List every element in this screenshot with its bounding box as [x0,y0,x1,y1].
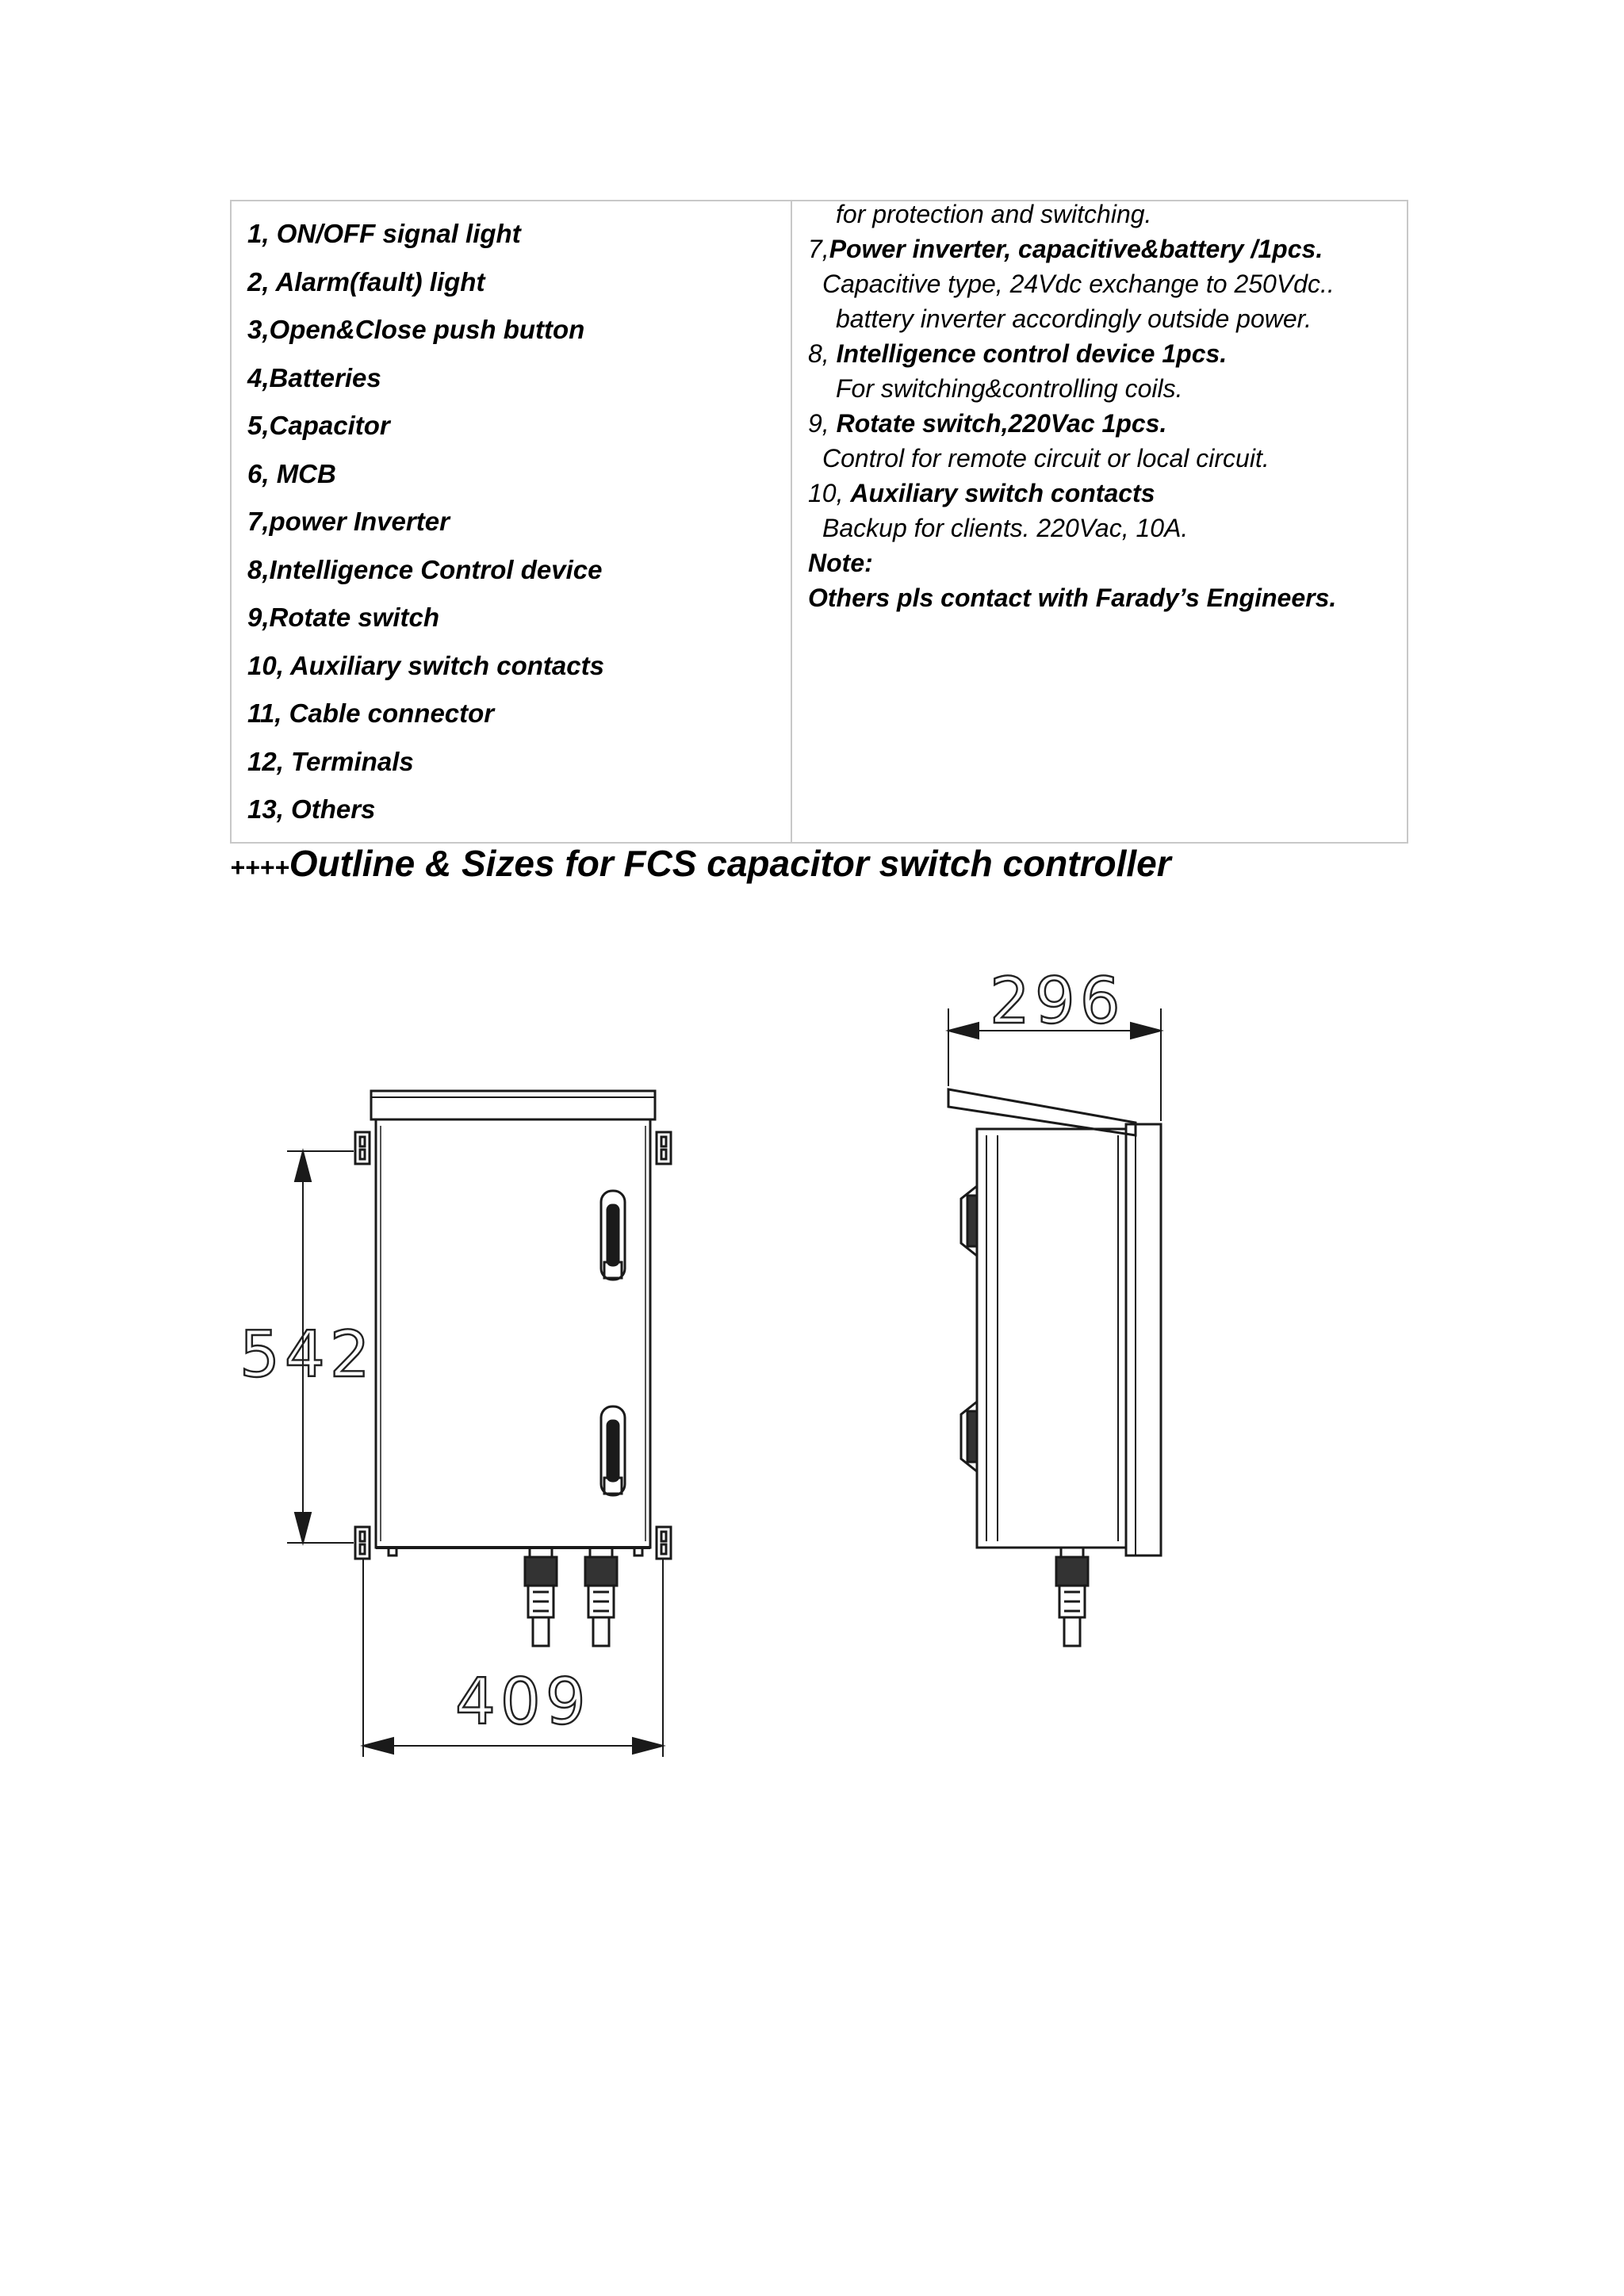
list-item: 3,Open&Close push button [247,315,585,344]
note-text: Others pls contact with Farady’s Engineers. [808,584,1337,612]
cable-gland [1056,1548,1088,1646]
components-table [230,200,1408,844]
heading-prefix: ++++ [230,853,289,882]
height-dimension-label: 542 [239,1318,375,1391]
mounting-lug [657,1527,671,1559]
mounting-lug [355,1132,370,1164]
front-view [355,1091,671,1646]
note-line: battery inverter accordingly outside power. [836,304,1312,333]
mounting-lug [657,1132,671,1164]
door-handle [601,1191,625,1280]
note-item-8: 8, Intelligence control device 1pcs. [808,339,1228,368]
list-item: 1, ON/OFF signal light [247,219,521,248]
list-item: 12, Terminals [247,747,414,776]
door-handle [601,1406,625,1495]
list-item: 4,Batteries [247,363,381,392]
width-dimension-label: 409 [455,1665,591,1739]
note-line: For switching&controlling coils. [836,374,1183,403]
note-item-9: 9, Rotate switch,220Vac 1pcs. [808,409,1167,438]
note-line: Capacitive type, 24Vdc exchange to 250Vdc.. [822,270,1335,298]
list-item: 5,Capacitor [247,411,390,440]
column-divider [791,201,792,842]
side-view [948,1089,1161,1646]
note-label: Note: [808,549,873,577]
list-item: 7,power Inverter [247,507,450,536]
list-item: 9,Rotate switch [247,603,440,632]
note-item-10: 10, Auxiliary switch contacts [808,479,1155,507]
cable-gland [525,1548,557,1646]
mounting-lug [355,1527,370,1559]
cable-gland [585,1548,617,1646]
heading-title: Outline & Sizes for FCS capacitor switch controller [289,843,1171,884]
list-item: 6, MCB [247,459,336,488]
list-item: 8,Intelligence Control device [247,555,603,584]
note-line: Control for remote circuit or local circuit. [822,444,1270,473]
list-item: 2, Alarm(fault) light [247,267,485,297]
list-item: 13, Others [247,794,376,824]
depth-dimension-label: 296 [990,964,1125,1038]
list-item: 10, Auxiliary switch contacts [247,651,604,680]
note-item-7: 7,Power inverter, capacitive&battery /1pcs. [808,235,1323,263]
note-line: for protection and switching. [836,200,1152,228]
note-line: Backup for clients. 220Vac, 10A. [822,514,1189,542]
outline-drawing [0,936,1624,1808]
list-item: 11, Cable connector [247,698,495,728]
section-heading [230,842,1171,885]
